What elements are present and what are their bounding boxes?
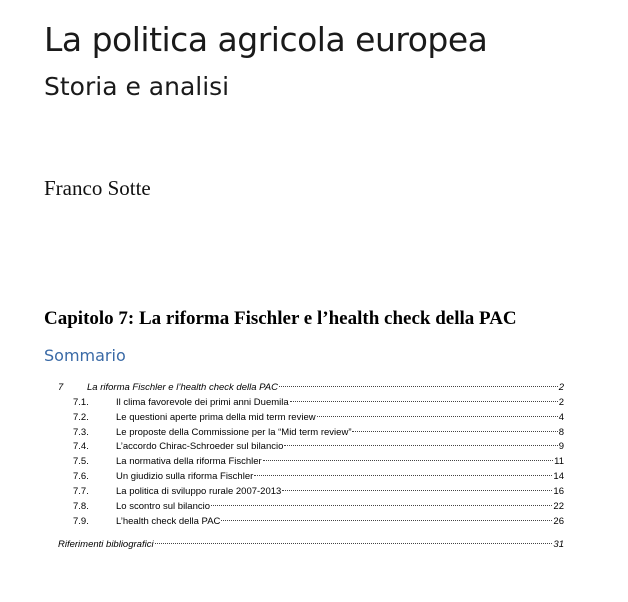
toc-entry-page: 2: [558, 397, 564, 408]
toc-entry-7-6[interactable]: [73, 470, 564, 484]
toc-entry-7-1[interactable]: [73, 396, 564, 410]
toc-leader: [254, 474, 552, 476]
toc-entry-references[interactable]: [58, 538, 564, 552]
toc-entry-number: 7.7.: [73, 486, 89, 497]
toc-heading: Sommario: [44, 346, 126, 365]
toc-entry-number: 7.5.: [73, 456, 89, 467]
toc-entry-7-2[interactable]: [73, 411, 564, 425]
toc-entry-page: 2: [558, 382, 564, 393]
toc-leader: [284, 444, 557, 446]
toc-entry-number: 7.8.: [73, 501, 89, 512]
toc-entry-number: 7.2.: [73, 412, 89, 423]
toc-leader: [317, 415, 558, 417]
toc-entry-number: 7.1.: [73, 397, 89, 408]
document-subtitle: Storia e analisi: [44, 72, 230, 101]
toc-entry-number: 7: [58, 382, 64, 393]
toc-entry-page: 4: [558, 412, 564, 423]
toc-entry-7-4[interactable]: [73, 440, 564, 454]
toc-leader: [290, 400, 558, 402]
chapter-heading: Capitolo 7: La riforma Fischler e l’health check della PAC: [44, 308, 517, 329]
toc-entry-title: Riferimenti bibliografici: [58, 539, 154, 550]
toc-entry-7-8[interactable]: [73, 500, 564, 514]
toc-entry-number: 7.3.: [73, 427, 89, 438]
toc-entry-page: 22: [553, 501, 564, 512]
toc-entry-title: La normativa della riforma Fischler: [116, 456, 262, 467]
toc-entry-title: La riforma Fischler e l’health check della PAC: [87, 382, 278, 393]
toc-entry-7-3[interactable]: [73, 426, 564, 440]
author-name: Franco Sotte: [44, 176, 151, 200]
toc-entry-main[interactable]: [58, 381, 564, 395]
toc-entry-title: Le proposte della Commissione per la “Mid term review”: [116, 427, 352, 438]
toc-entry-title: Un giudizio sulla riforma Fischler: [116, 471, 254, 482]
toc-entry-page: 14: [553, 471, 564, 482]
toc-leader: [155, 542, 553, 544]
toc-leader: [352, 430, 557, 432]
toc-entry-title: L’health check della PAC: [116, 516, 221, 527]
toc-entry-page: 11: [554, 456, 564, 467]
toc-entry-title: L’accordo Chirac-Schroeder sul bilancio: [116, 441, 284, 452]
toc-entry-number: 7.9.: [73, 516, 89, 527]
toc-leader: [221, 519, 552, 521]
toc-entry-title: Lo scontro sul bilancio: [116, 501, 210, 512]
toc-leader: [282, 489, 552, 491]
toc-entry-title: Il clima favorevole dei primi anni Duemila: [116, 397, 289, 408]
toc-entry-page: 16: [553, 486, 564, 497]
toc-entry-page: 31: [553, 539, 564, 550]
toc-leader: [279, 385, 558, 387]
toc-entry-7-7[interactable]: [73, 485, 564, 499]
toc-entry-7-5[interactable]: [73, 455, 564, 469]
toc-entry-number: 7.4.: [73, 441, 89, 452]
toc-leader: [211, 504, 552, 506]
document-title: La politica agricola europea: [44, 20, 488, 59]
toc-entry-number: 7.6.: [73, 471, 89, 482]
toc-leader: [263, 459, 553, 461]
toc-entry-page: 9: [558, 441, 564, 452]
toc-entry-title: Le questioni aperte prima della mid term review: [116, 412, 316, 423]
toc-entry-page: 8: [558, 427, 564, 438]
toc-entry-title: La politica di sviluppo rurale 2007-2013: [116, 486, 282, 497]
toc-entry-7-9[interactable]: [73, 515, 564, 529]
toc-entry-page: 26: [553, 516, 564, 527]
